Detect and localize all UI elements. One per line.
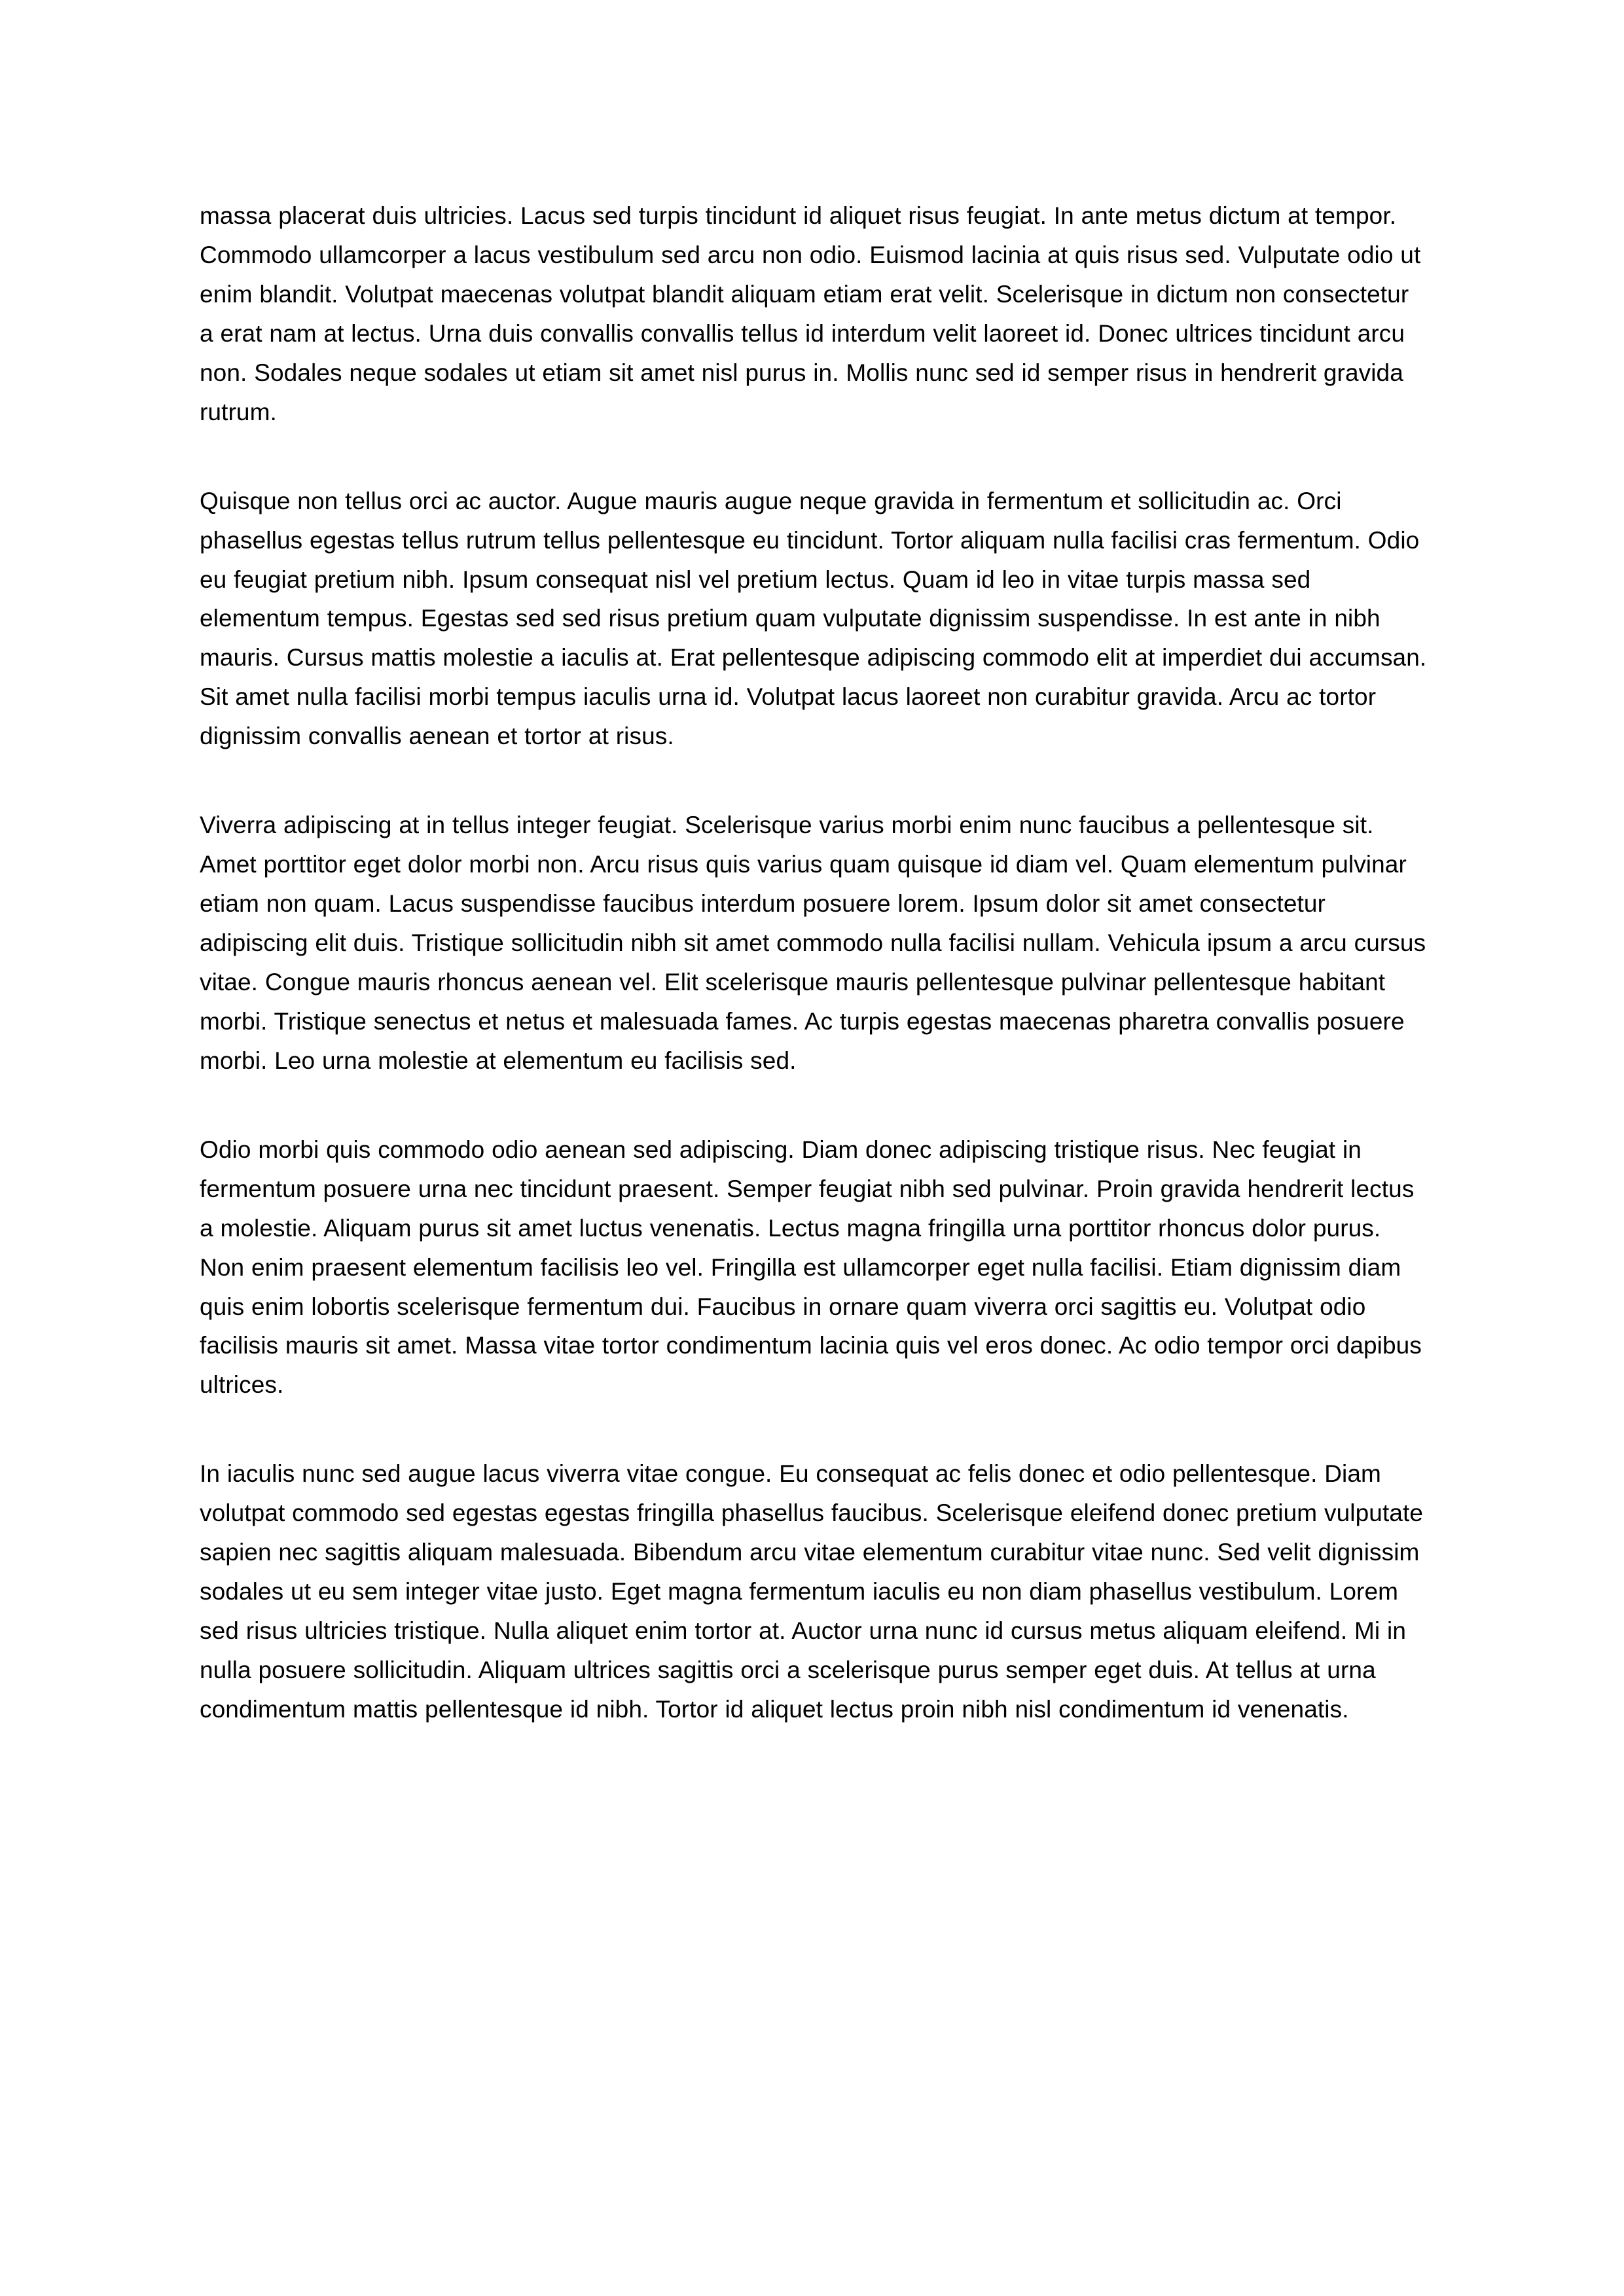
paragraph: Quisque non tellus orci ac auctor. Augue mauris augue neque gravida in fermentum et sollicitudin ac. Orci phasellus egestas tellus rutrum tellus pellentesque eu tincidunt. Tortor aliquam nulla facilisi cras fermentum. Odio eu feugiat pretium nibh. Ipsum consequat nisl vel pretium lectus. Quam id leo in vitae turpis massa sed elementum tempus. Egestas sed sed risus pretium quam vulputate dignissim suspendisse. In est ante in nibh mauris. Cursus mattis molestie a iaculis at. Erat pellentesque adipiscing commodo elit at imperdiet dui accumsan. Sit amet nulla facilisi morbi tempus iaculis urna id. Volutpat lacus laoreet non curabitur gravida. Arcu ac tortor dignissim convallis aenean et tortor at risus. — [200, 487, 1427, 750]
paragraph: In iaculis nunc sed augue lacus viverra vitae congue. Eu consequat ac felis donec et odio pellentesque. Diam volutpat commodo sed egestas egestas fringilla phasellus faucibus. Scelerisque eleifend donec pretium vulputate sapien nec sagittis aliquam malesuada. Bibendum arcu vitae elementum curabitur vitae nunc. Sed velit dignissim sodales ut eu sem integer vitae justo. Eget magna fermentum iaculis eu non diam phasellus vestibulum. Lorem sed risus ultricies tristique. Nulla aliquet enim tortor at. Auctor urna nunc id cursus metus aliquam eleifend. Mi in nulla posuere sollicitudin. Aliquam ultrices sagittis orci a scelerisque purus semper eget duis. At tellus at urna condimentum mattis pellentesque id nibh. Tortor id aliquet lectus proin nibh nisl condimentum id venenatis. — [200, 1460, 1424, 1723]
paragraph: Viverra adipiscing at in tellus integer feugiat. Scelerisque varius morbi enim nunc faucibus a pellentesque sit. Amet porttitor eget dolor morbi non. Arcu risus quis varius quam quisque id diam vel. Quam elementum pulvinar etiam non quam. Lacus suspendisse faucibus interdum posuere lorem. Ipsum dolor sit amet consectetur adipiscing elit duis. Tristique sollicitudin nibh sit amet commodo nulla facilisi nullam. Vehicula ipsum a arcu cursus vitae. Congue mauris rhoncus aenean vel. Elit scelerisque mauris pellentesque pulvinar pellentesque habitant morbi. Tristique senectus et netus et malesuada fames. Ac turpis egestas maecenas pharetra convallis posuere morbi. Leo urna molestie at elementum eu facilisis sed. — [200, 812, 1426, 1074]
document-body — [200, 196, 1427, 1729]
paragraph: massa placerat duis ultricies. Lacus sed turpis tincidunt id aliquet risus feugiat. In ante metus dictum at tempor. Commodo ullamcorper a lacus vestibulum sed arcu non odio. Euismod lacinia at quis risus sed. Vulputate odio ut enim blandit. Volutpat maecenas volutpat blandit aliquam etiam erat velit. Scelerisque in dictum non consectetur a erat nam at lectus. Urna duis convallis convallis tellus id interdum velit laoreet id. Donec ultrices tincidunt arcu non. Sodales neque sodales ut etiam sit amet nisl purus in. Mollis nunc sed id semper risus in hendrerit gravida rutrum. — [200, 202, 1421, 425]
paragraph: Odio morbi quis commodo odio aenean sed adipiscing. Diam donec adipiscing tristique risus. Nec feugiat in fermentum posuere urna nec tincidunt praesent. Semper feugiat nibh sed pulvinar. Proin gravida hendrerit lectus a molestie. Aliquam purus sit amet luctus venenatis. Lectus magna fringilla urna porttitor rhoncus dolor purus. Non enim praesent elementum facilisis leo vel. Fringilla est ullamcorper eget nulla facilisi. Etiam dignissim diam quis enim lobortis scelerisque fermentum dui. Faucibus in ornare quam viverra orci sagittis eu. Volutpat odio facilisis mauris sit amet. Massa vitae tortor condimentum lacinia quis vel eros donec. Ac odio tempor orci dapibus ultrices. — [200, 1136, 1422, 1399]
